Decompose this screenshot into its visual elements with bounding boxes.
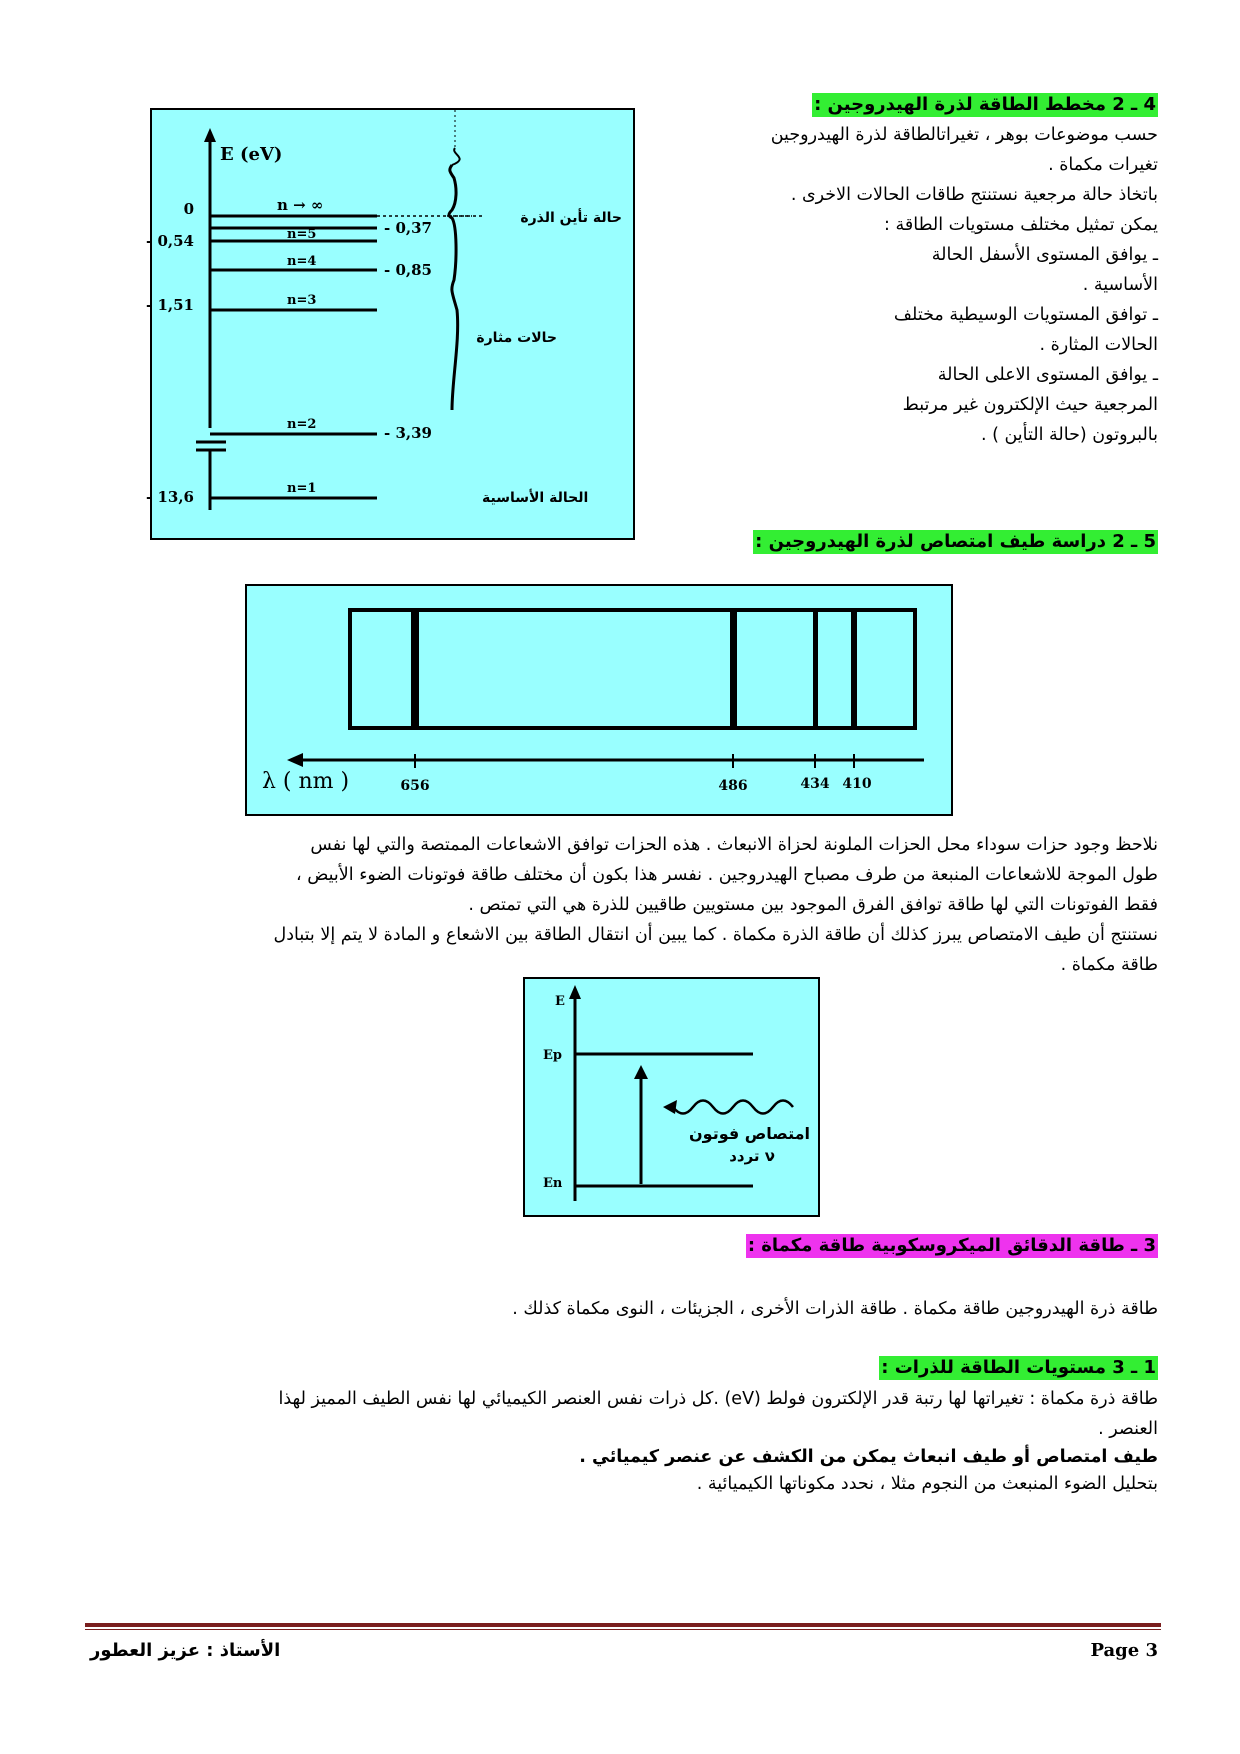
section-4-2-text [658, 120, 1158, 450]
level-label-n2: n=2 [287, 417, 317, 432]
text-line: نستنتج أن طيف الامتصاص يبرز كذلك أن طاقة الذرة مكماة . كما يبين أن انتقال الطاقة بين الاشعاع و المادة لا يتم إلا بتبادل [273, 925, 1158, 945]
energy-value-054: - 0,54 [146, 232, 194, 250]
text-line: فقط الفوتونات التي لها طاقة توافق الفرق الموجود بين مستويين طاقيين للذرة هي التي تمتص . [468, 895, 1158, 915]
spectral-line-656 [411, 610, 419, 728]
footer-divider [85, 1623, 1161, 1627]
spectral-line-486 [730, 610, 737, 728]
text-line: المرجعية حيث الإلكترون غير مرتبط [902, 395, 1158, 415]
text-line: ـ يوافق المستوى الاعلى الحالة [937, 365, 1158, 385]
en-level-label: En [543, 1176, 563, 1191]
text-line: طاقة مكماة . [1060, 955, 1158, 975]
ionization-label: حالة تأين الذرة [520, 210, 622, 226]
spectral-line-410 [851, 610, 857, 728]
text-line-highlight: طيف امتصاص أو طيف انبعاث يمكن من الكشف عن عنصر كيميائي . [579, 1447, 1158, 1467]
energy-level-diagram [146, 108, 635, 540]
text-line: الأساسية . [1082, 275, 1158, 295]
section-5-2-heading: 5 ـ 2 دراسة طيف امتصاص لذرة الهيدروجين : [755, 531, 1156, 552]
level-label-n1: n=1 [287, 481, 317, 496]
observation-text [88, 830, 1158, 980]
text-line: باتخاذ حالة مرجعية نستنتج طاقات الحالات الاخرى . [790, 185, 1158, 205]
tick-label-656: 656 [400, 778, 430, 794]
text-line: يمكن تمثيل مختلف مستويات الطاقة : [884, 215, 1158, 235]
text-line: نلاحظ وجود حزات سوداء محل الحزات الملونة لحزاة الانبعاث . هذه الحزات توافق الاشعاعات الممتصة والتي لها نفس [310, 835, 1158, 855]
energy-value-037: - 0,37 [384, 219, 432, 237]
section-3-1-text [88, 1384, 1158, 1498]
photon-wave-icon [673, 1101, 793, 1114]
energy-value-0: 0 [183, 200, 194, 218]
wavelength-axis-label: λ ( nm ) [262, 769, 350, 794]
level-label-n5: n=5 [287, 227, 317, 242]
energy-value-085: - 0,85 [384, 261, 432, 279]
section-3-text: طاقة ذرة الهيدروجين طاقة مكماة . طاقة الذرات الأخرى ، الجزيئات ، النوى مكماة كذلك . [512, 1299, 1158, 1319]
text-line: بتحليل الضوء المنبعث من النجوم مثلا ، نحدد مكوناتها الكيميائية . [696, 1474, 1158, 1494]
energy-value-151: - 1,51 [146, 296, 194, 314]
energy-value-339: - 3,39 [384, 424, 432, 442]
arrow-up-icon [634, 1065, 648, 1079]
tick-label-434: 434 [800, 776, 830, 792]
photon-absorption-label: امتصاص فوتون [689, 1124, 810, 1143]
spectral-line-434 [813, 610, 818, 728]
text-line: بالبروتون (حالة التأين ) . [980, 425, 1158, 445]
energy-axis-label: E (eV) [220, 144, 283, 165]
section-3-1-heading: 1 ـ 3 مستويات الطاقة للذرات : [881, 1357, 1156, 1378]
absorption-spectrum-figure [245, 584, 953, 816]
footer-page-number: Page 3 [1090, 1640, 1158, 1661]
footer-divider-thin [85, 1629, 1161, 1630]
photon-absorption-diagram [523, 977, 820, 1217]
excited-states-label: حالات مثارة [476, 330, 557, 346]
e-axis-label: E [555, 994, 565, 1009]
section-3-heading: 3 ـ طاقة الدقائق الميكروسكوبية طاقة مكماة : [747, 1235, 1156, 1256]
text-line: حسب موضوعات بوهر ، تغيراتالطاقة لذرة الهيدروجين [770, 125, 1158, 145]
tick-label-410: 410 [842, 776, 872, 792]
ep-level-label: Ep [543, 1048, 562, 1063]
ground-state-label: الحالة الأساسية [482, 490, 589, 506]
text-line: العنصر . [1098, 1419, 1158, 1439]
frequency-label: تردد ν [729, 1147, 775, 1165]
footer-author: الأستاذ : عزيز العطور [90, 1640, 281, 1661]
tick-label-486: 486 [718, 778, 748, 794]
text-line: الحالات المثارة . [1039, 335, 1158, 355]
text-line: طاقة ذرة مكماة : تغيراتها لها رتبة قدر الإلكترون فولط (eV) .كل ذرات نفس العنصر الكيميائي لها نفس الطيف المميز لهذا [278, 1389, 1158, 1409]
text-line: طول الموجة للاشعاعات المنبعة من طرف مصباح الهيدروجين . نفسر هذا بكون أن مختلف طاقة فوتونات الضوء الأبيض ، [295, 865, 1158, 885]
energy-value-136: - 13,6 [146, 488, 194, 506]
level-label-infinity: n → ∞ [277, 196, 324, 214]
text-line: تغيرات مكماة . [1048, 155, 1158, 175]
section-4-2-heading: 4 ـ 2 مخطط الطاقة لذرة الهيدروجين : [814, 94, 1156, 115]
text-line: ـ يوافق المستوى الأسفل الحالة [931, 245, 1158, 265]
level-label-n3: n=3 [287, 293, 317, 308]
level-label-n4: n=4 [287, 254, 317, 269]
text-line: ـ توافق المستويات الوسيطية مختلف [893, 305, 1158, 325]
